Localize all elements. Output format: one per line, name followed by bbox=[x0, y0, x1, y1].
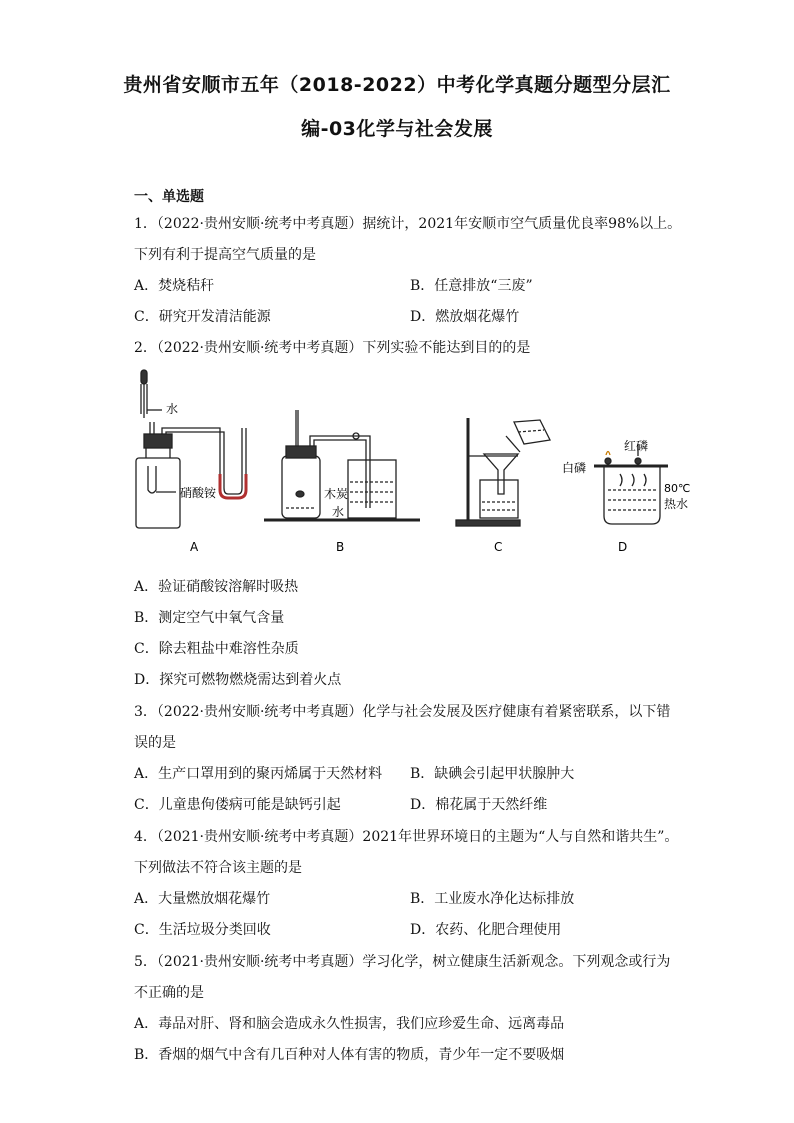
q2-stem-line-1: 2．（2022·贵州安顺·统考中考真题）下列实验不能达到目的的是 bbox=[134, 340, 531, 356]
q2-option-d: D．探究可燃物燃烧需达到着火点 bbox=[134, 672, 342, 688]
caption-c: C bbox=[494, 540, 503, 554]
q5-stem-line-1: 5．（2021·贵州安顺·统考中考真题）学习化学，树立健康生活新观念。下列观念或行为 bbox=[134, 954, 671, 970]
q5-stem-line-2: 不正确的是 bbox=[134, 985, 204, 1001]
q4-option-a: A．大量燃放烟花爆竹 bbox=[134, 891, 271, 907]
q1-option-c: C．研究开发清洁能源 bbox=[134, 309, 271, 325]
label-hot-water: 热水 bbox=[664, 497, 689, 511]
q1-option-b: B．任意排放“三废” bbox=[410, 278, 533, 294]
q3-stem-line-2: 误的是 bbox=[134, 735, 176, 751]
label-water-b: 水 bbox=[332, 505, 345, 519]
q5-option-a: A．毒品对肝、肾和脑会造成永久性损害，我们应珍爱生命、远离毒品 bbox=[134, 1016, 565, 1032]
label-water-a: 水 bbox=[166, 402, 179, 416]
label-charcoal: 木炭 bbox=[324, 487, 349, 501]
q5-option-b: B．香烟的烟气中含有几百种对人体有害的物质，青少年一定不要吸烟 bbox=[134, 1047, 565, 1063]
caption-b: B bbox=[336, 540, 345, 554]
q1-stem-line-2: 下列有利于提高空气质量的是 bbox=[134, 247, 316, 263]
q4-stem-line-1: 4．（2021·贵州安顺·统考中考真题）2021年世界环境日的主题为“人与自然和谐共生”。 bbox=[134, 829, 679, 845]
label-temperature: 80℃ bbox=[664, 482, 691, 495]
q3-option-b: B．缺碘会引起甲状腺肿大 bbox=[410, 766, 575, 782]
q2-option-a: A．验证硝酸铵溶解时吸热 bbox=[134, 579, 299, 595]
apparatus-a bbox=[136, 370, 246, 528]
q1-option-a: A．焚烧秸秆 bbox=[134, 278, 215, 294]
q4-option-c: C．生活垃圾分类回收 bbox=[134, 922, 271, 938]
apparatus-b bbox=[264, 410, 420, 520]
q4-option-d: D．农药、化肥合理使用 bbox=[410, 922, 562, 938]
document-title-line-1: 贵州省安顺市五年（2018-2022）中考化学真题分题型分层汇 bbox=[123, 74, 671, 96]
document-title-line-2: 编-03化学与社会发展 bbox=[301, 118, 493, 140]
q2-option-c: C．除去粗盐中难溶性杂质 bbox=[134, 641, 299, 657]
apparatus-c bbox=[456, 418, 550, 526]
q1-option-d: D．燃放烟花爆竹 bbox=[410, 309, 520, 325]
label-red-phosphorus: 红磷 bbox=[624, 439, 649, 453]
q3-option-a: A．生产口罩用到的聚丙烯属于天然材料 bbox=[134, 766, 383, 782]
experiment-figure bbox=[120, 362, 700, 562]
q3-option-d: D．棉花属于天然纤维 bbox=[410, 797, 548, 813]
q2-option-b: B．测定空气中氧气含量 bbox=[134, 610, 285, 626]
section-heading: 一、单选题 bbox=[134, 189, 204, 205]
q3-option-c: C．儿童患佝偻病可能是缺钙引起 bbox=[134, 797, 341, 813]
label-ammonium-nitrate: 硝酸铵 bbox=[180, 486, 217, 500]
q3-stem-line-1: 3．（2022·贵州安顺·统考中考真题）化学与社会发展及医疗健康有着紧密联系，以下错 bbox=[134, 704, 671, 720]
q4-stem-line-2: 下列做法不符合该主题的是 bbox=[134, 860, 302, 876]
caption-a: A bbox=[190, 540, 199, 554]
label-white-phosphorus: 白磷 bbox=[562, 461, 587, 475]
caption-d: D bbox=[618, 540, 628, 554]
q1-stem-line-1: 1．（2022·贵州安顺·统考中考真题）据统计，2021年安顺市空气质量优良率98%以上。 bbox=[134, 216, 682, 232]
q4-option-b: B．工业废水净化达标排放 bbox=[410, 891, 575, 907]
apparatus-d bbox=[594, 444, 668, 524]
